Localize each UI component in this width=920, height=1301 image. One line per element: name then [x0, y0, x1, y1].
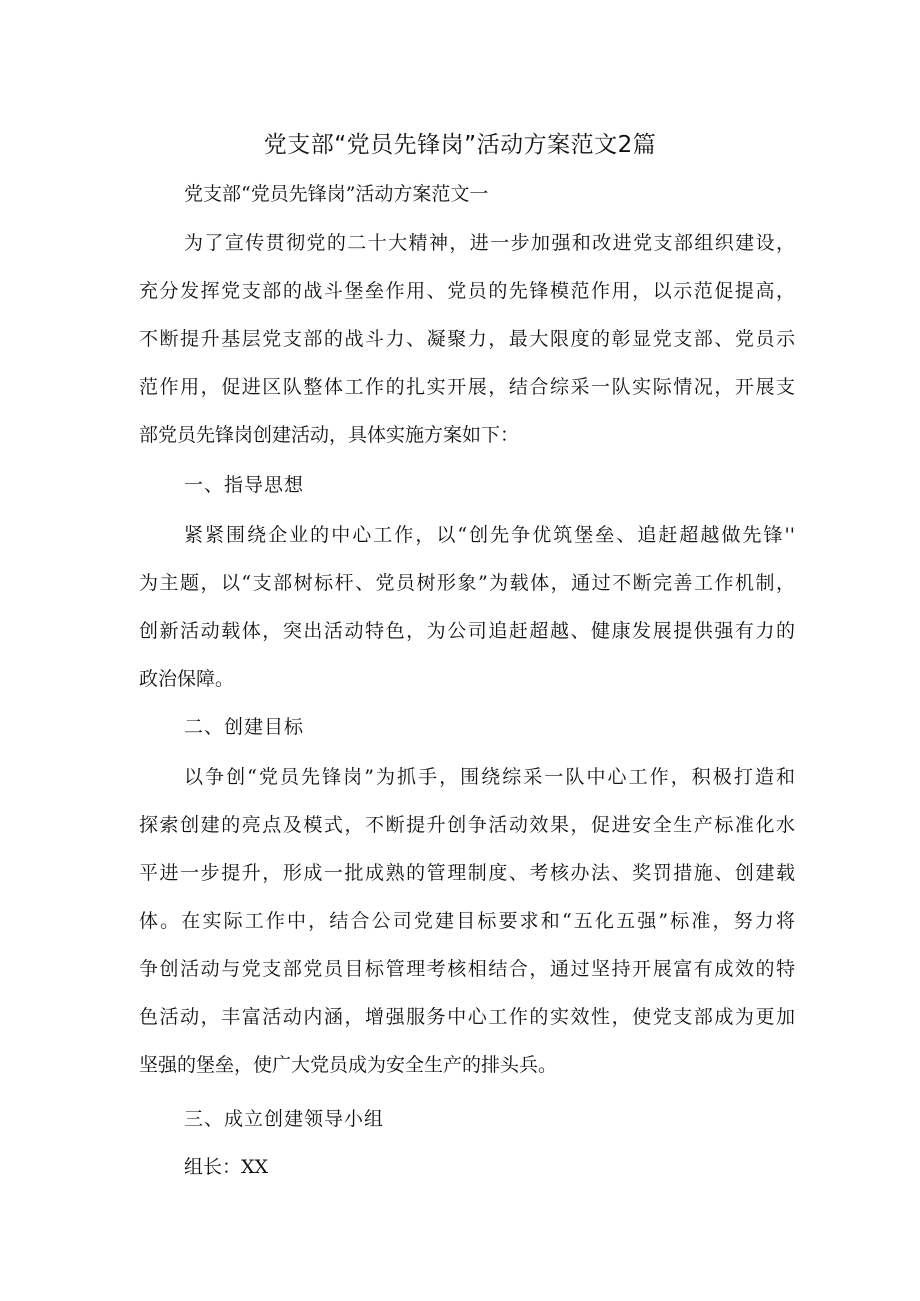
section3-heading: 三、成立创建领导小组: [184, 1108, 385, 1130]
intro-line-2: 充分发挥党支部的战斗堡垒作用、党员的先锋模范作用，以示范促提高，: [139, 280, 795, 302]
section2-line-4: 体。在实际工作中，结合公司党建目标要求和“五化五强”标准，努力将: [139, 910, 795, 932]
intro-line-5: 部党员先锋岗创建活动，具体实施方案如下：: [139, 424, 520, 446]
section2-line-6: 色活动，丰富活动内涵，增强服务中心工作的实效性，使党支部成为更加: [139, 1006, 795, 1028]
section1-line-3: 创新活动载体，突出活动特色，为公司追赶超越、健康发展提供强有力的: [139, 620, 795, 642]
section2-line-3: 平进一步提升，形成一批成熟的管理制度、考核办法、奖罚措施、创建载: [139, 862, 795, 884]
section1-heading: 一、指导思想: [184, 474, 305, 496]
intro-line-4: 范作用，促进区队整体工作的扎实开展，结合综采一队实际情况，开展支: [139, 376, 795, 398]
section2-line-2: 探索创建的亮点及模式，不断提升创争活动效果，促进安全生产标准化水: [139, 814, 795, 836]
leader-line: 组长：XX: [184, 1156, 269, 1178]
intro-line-1: 为了宣传贯彻党的二十大精神，进一步加强和改进党支部组织建设，: [184, 232, 795, 254]
document-title: 党支部“党员先锋岗”活动方案范文2篇: [263, 132, 657, 158]
section1-line-1: 紧紧围绕企业的中心工作，以“创先争优筑堡垒、追赶超越做先锋'': [184, 524, 795, 546]
document-subtitle: 党支部“党员先锋岗”活动方案范文一: [184, 183, 489, 205]
section1-line-4: 政治保障。: [139, 668, 235, 690]
section2-line-7: 坚强的堡垒，使广大党员成为安全生产的排头兵。: [139, 1054, 558, 1076]
section2-line-1: 以争创“党员先锋岗”为抓手，围绕综采一队中心工作，积极打造和: [184, 766, 795, 788]
intro-line-3: 不断提升基层党支部的战斗力、凝聚力，最大限度的彰显党支部、党员示: [139, 328, 795, 350]
section2-heading: 二、创建目标: [184, 716, 305, 738]
section2-line-5: 争创活动与党支部党员目标管理考核相结合，通过坚持开展富有成效的特: [139, 958, 795, 980]
section1-line-2: 为主题，以“支部树标杆、党员树形象”为载体，通过不断完善工作机制，: [139, 572, 795, 594]
